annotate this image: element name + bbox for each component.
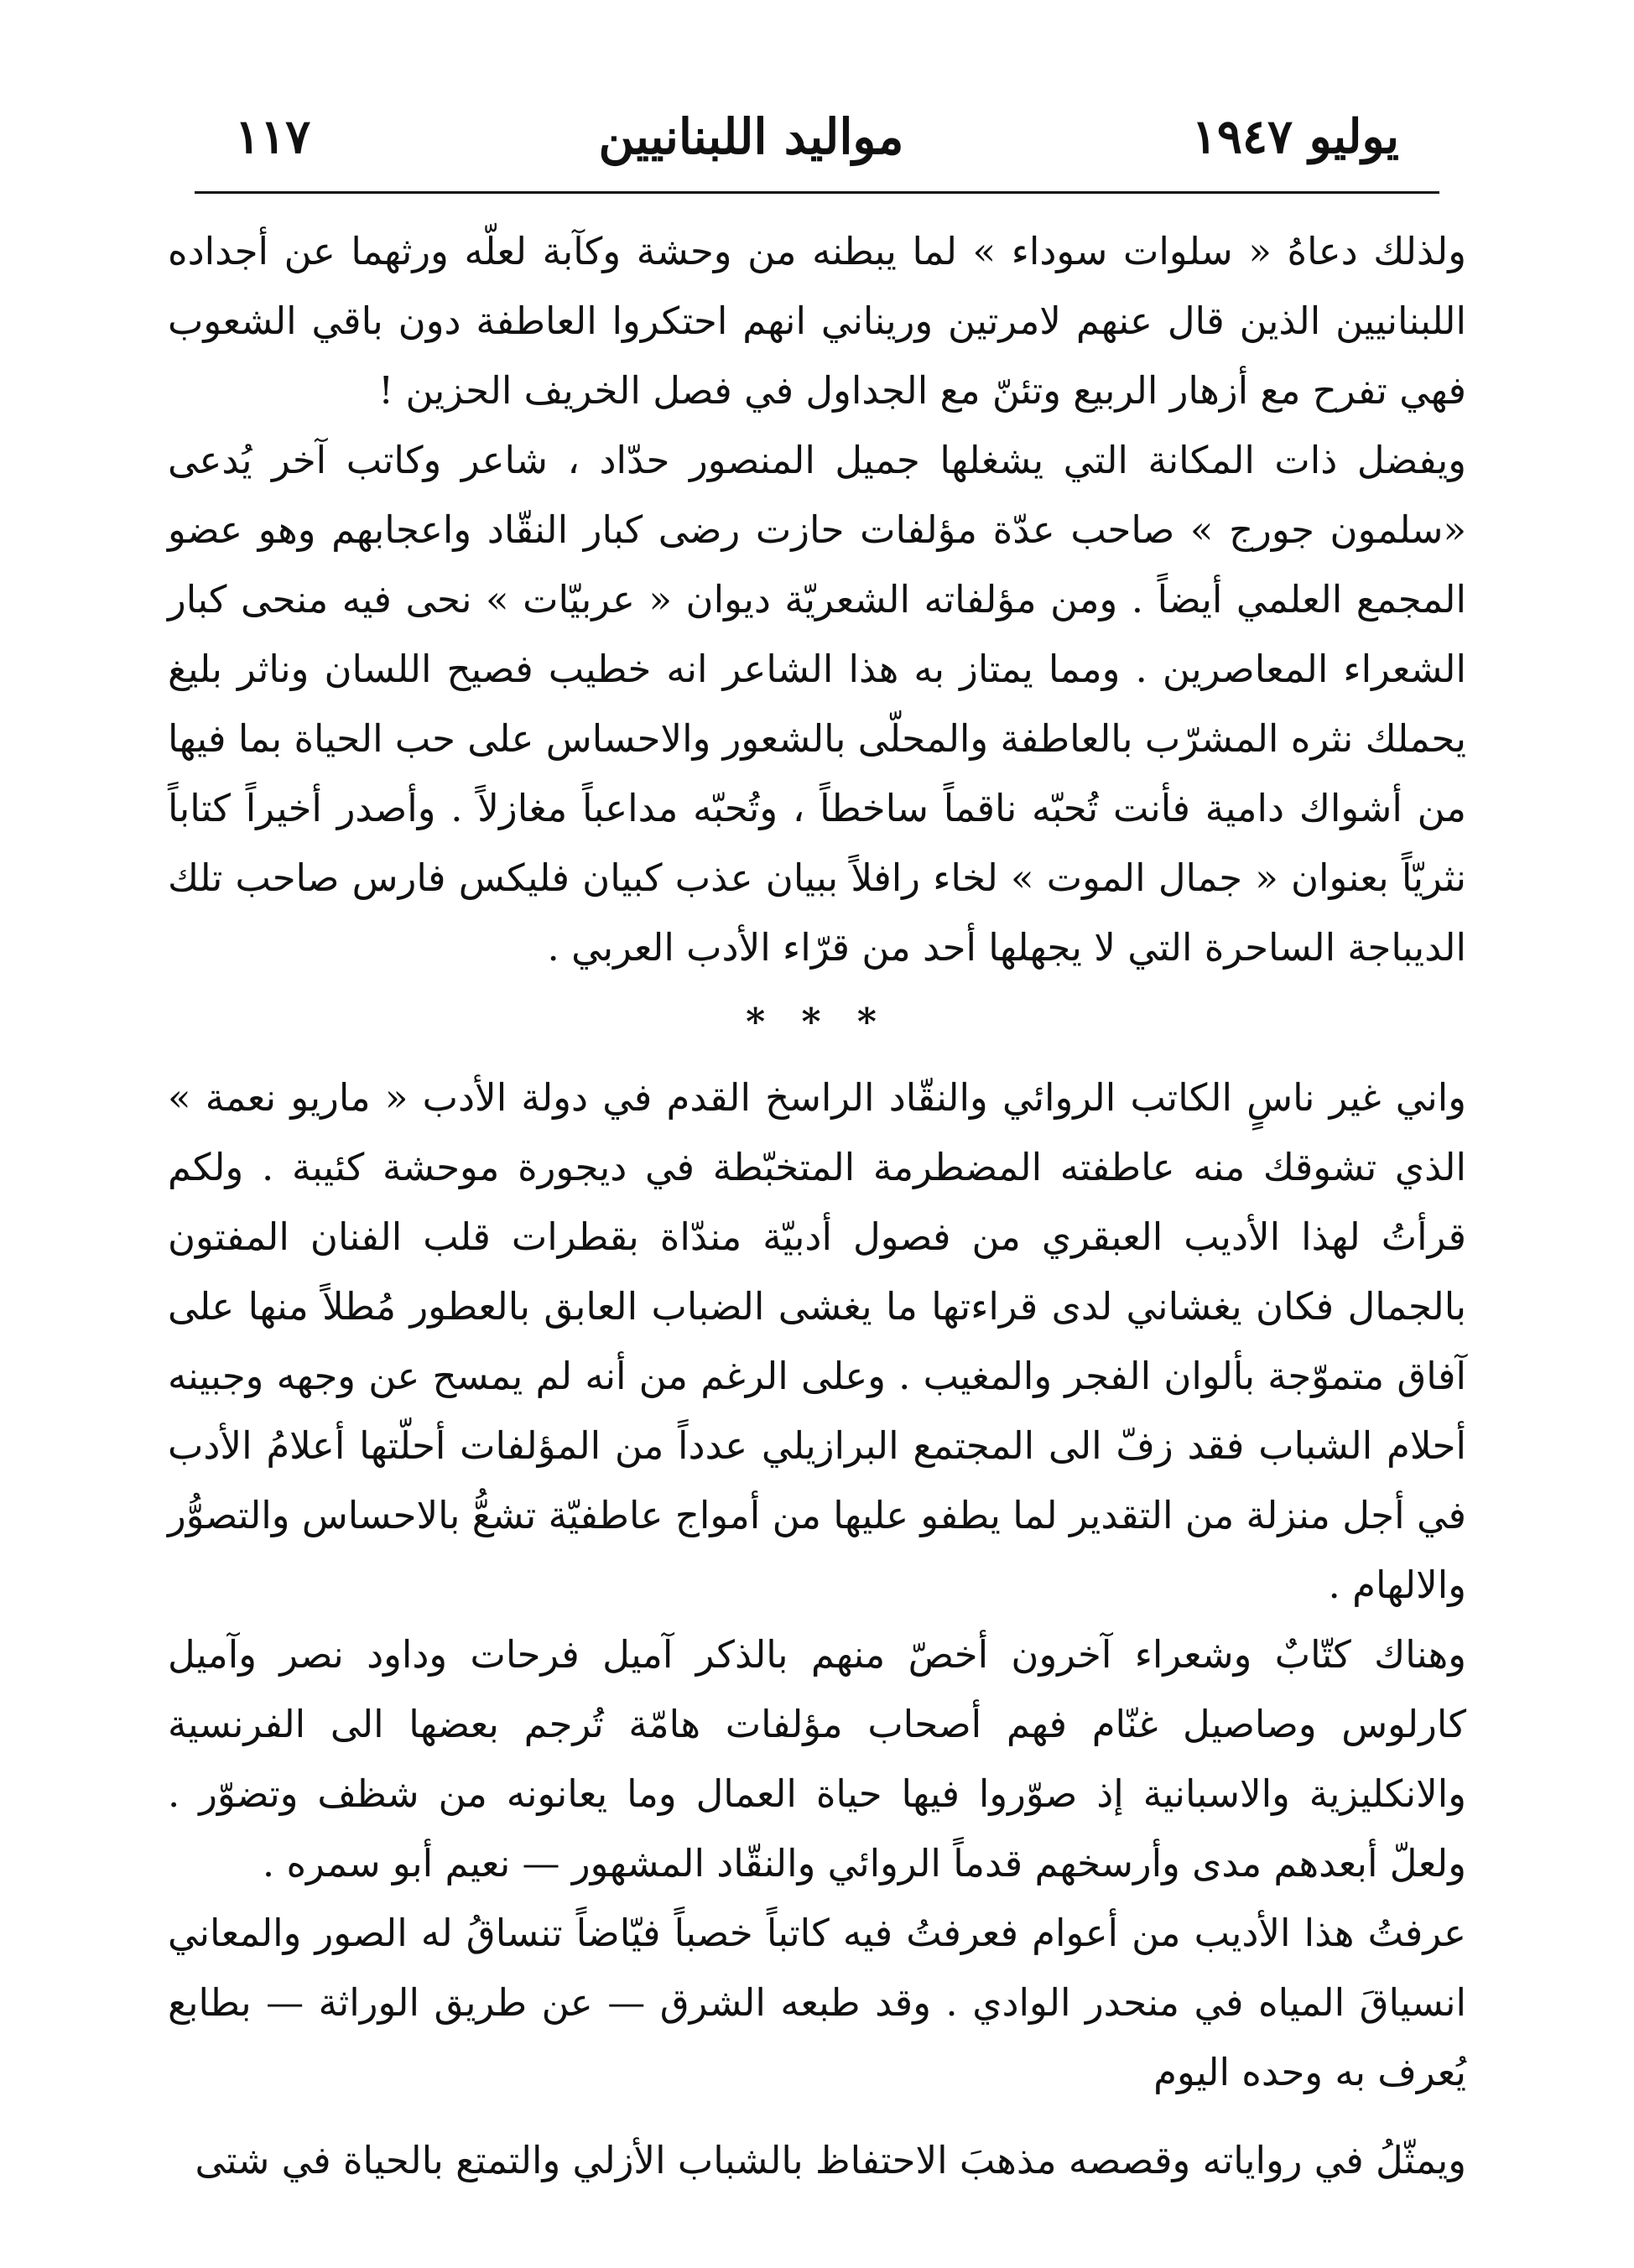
paragraph: ويفضل ذات المكانة التي يشغلها جميل المنصور حدّاد ، شاعر وكاتب آخر يُدعى «سلمون جورج » صاحب عدّة مؤلفات حازت رضى كبار النقّاد واعجابهم وهو عضو المجمع العلمي أيضاً . ومن مؤلفاته الشعريّة ديوان « عربيّات » نحى فيه منحى كبار الشعراء المعاصرين . ومما يمتاز به هذا الشاعر انه خطيب فصيح اللسان وناثر بليغ يحملك نثره المشرّب بالعاطفة والمحلّى بالشعور والاحساس على حب الحياة بما فيها من أشواك دامية فأنت تُحبّه ناقماً ساخطاً ، وتُحبّه مداعباً مغازلاً . وأصدر أخيراً كتاباً نثريّاً بعنوان « جمال الموت » لخاء رافلاً ببيان عذب كبيان فليكس فارس صاحب تلك الديباجة الساحرة التي لا يجهلها أحد من قرّاء الأدب العربي . xyxy=(168,438,1466,970)
paragraph: واني غير ناسٍ الكاتب الروائي والنقّاد الراسخ القدم في دولة الأدب « ماريو نعمة » الذي تشوقك منه عاطفته المضطرمة المتخبّطة في ديجورة موحشة كئيبة . ولكم قرأتُ لهذا الأديب العبقري من فصول أدبيّة مندّاة بقطرات قلب الفنان المفتون بالجمال فكان يغشاني لدى قراءتها ما يغشى الضباب العابق بالعطور مُطلاً منها على آفاق متموّجة بألوان الفجر والمغيب . وعلى الرغم من أنه لم يمسح عن وجهه وجبينه أحلام الشباب فقد زفّ الى المجتمع البرازيلي عدداً من المؤلفات أحلّتها أعلامُ الأدب في أجل منزلة من التقدير لما يطفو عليها من أمواج عاطفيّة تشعُّ بالاحساس والتصوُّر والالهام . xyxy=(168,1075,1466,1607)
paragraph-gap xyxy=(168,2107,1466,2125)
header-date: يوليو ١٩٤٧ xyxy=(1191,109,1399,164)
running-head xyxy=(235,99,1399,174)
section-separator: * * * xyxy=(746,1001,888,1043)
header-rule xyxy=(195,191,1439,194)
page-number: ١١٧ xyxy=(235,109,311,164)
paragraph: ولذلك دعاهُ « سلوات سوداء » لما يبطنه من وحشة وكآبة لعلّه ورثهما عن أجداده اللبنانيين الذين قال عنهم لامرتين وريناني انهم احتكروا العاطفة دون باقي الشعوب فهي تفرح مع أزهار الربيع وتئنّ مع الجداول في فصل الخريف الحزين ! xyxy=(168,229,1466,413)
paragraph: عرفتُ هذا الأديب من أعوام فعرفتُ فيه كاتباً خصباً فيّاضاً تنساقُ له الصور والمعاني انسياقَ المياه في منحدر الوادي . وقد طبعه الشرق — عن طريق الوراثة — بطابع يُعرف به وحده اليوم xyxy=(168,1911,1466,2094)
body-text xyxy=(168,216,1466,2195)
paragraph: ويمثّلُ في رواياته وقصصه مذهبَ الاحتفاظ بالشباب الأزلي والتمتع بالحياة في شتى xyxy=(195,2138,1466,2182)
paragraph: وهناك كتّابٌ وشعراء آخرون أخصّ منهم بالذكر آميل فرحات وداود نصر وآميل كارلوس وصاصيل غنّام فهم أصحاب مؤلفات هامّة تُرجم بعضها الى الفرنسية والانكليزية والاسبانية إذ صوّروا فيها حياة العمال وما يعانونه من شظف وتضوّر . ولعلّ أبعدهم مدى وأرسخهم قدماً الروائي والنقّاد المشهور — نعيم أبو سمره . xyxy=(168,1632,1466,1886)
header-title: مواليد اللبنانيين xyxy=(598,108,904,165)
